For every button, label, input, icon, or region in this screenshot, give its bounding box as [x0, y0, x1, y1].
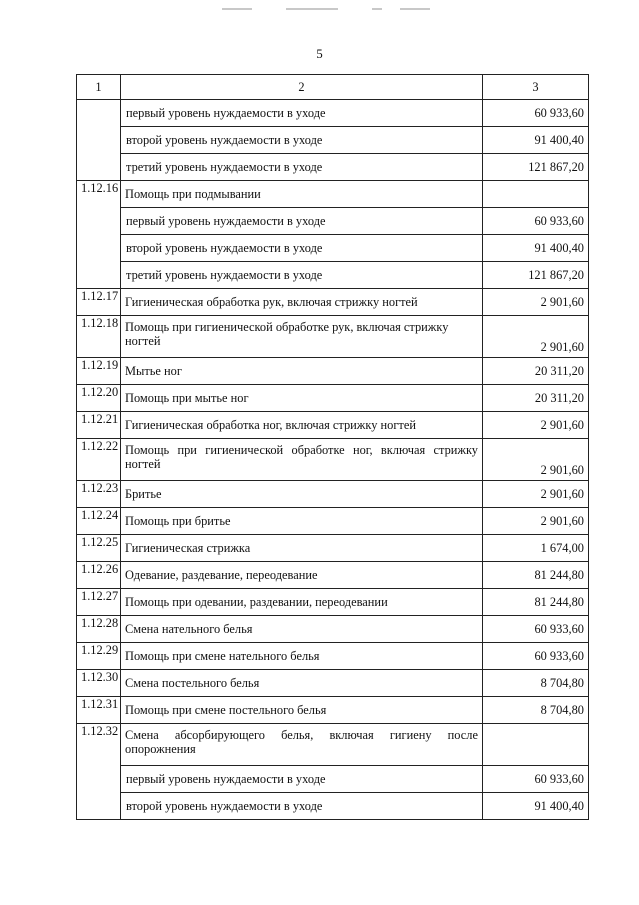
row-amount: 1 674,00 [483, 535, 589, 562]
row-name: Помощь при смене постельного белья [121, 697, 483, 724]
column-header-name: 2 [121, 75, 483, 100]
table-row [77, 127, 589, 154]
table-row [77, 385, 589, 412]
row-amount: 81 244,80 [483, 562, 589, 589]
row-name: второй уровень нуждаемости в уходе [121, 127, 483, 154]
row-name: Помощь при бритье [121, 508, 483, 535]
row-code: 1.12.18 [77, 316, 121, 358]
row-code: 1.12.29 [77, 643, 121, 670]
row-amount: 2 901,60 [483, 508, 589, 535]
row-amount [483, 724, 589, 766]
row-code: 1.12.26 [77, 562, 121, 589]
row-amount [483, 181, 589, 208]
row-name: Помощь при мытье ног [121, 385, 483, 412]
row-name: второй уровень нуждаемости в уходе [121, 793, 483, 820]
row-amount: 2 901,60 [483, 439, 589, 481]
row-code: 1.12.31 [77, 697, 121, 724]
row-amount: 60 933,60 [483, 208, 589, 235]
row-code: 1.12.30 [77, 670, 121, 697]
row-name: Гигиеническая обработка ног, включая стрижку ногтей [121, 412, 483, 439]
row-name: Смена постельного белья [121, 670, 483, 697]
row-amount: 121 867,20 [483, 262, 589, 289]
row-amount: 60 933,60 [483, 616, 589, 643]
row-amount: 2 901,60 [483, 316, 589, 358]
row-name: первый уровень нуждаемости в уходе [121, 100, 483, 127]
row-name: второй уровень нуждаемости в уходе [121, 235, 483, 262]
table-row [77, 616, 589, 643]
row-code [77, 100, 121, 181]
row-amount: 20 311,20 [483, 358, 589, 385]
table-row [77, 589, 589, 616]
row-name: Помощь при смене нательного белья [121, 643, 483, 670]
column-header-amount: 3 [483, 75, 589, 100]
row-amount: 121 867,20 [483, 154, 589, 181]
table-row [77, 643, 589, 670]
row-amount: 91 400,40 [483, 127, 589, 154]
table-row [77, 562, 589, 589]
page-number: 5 [316, 46, 323, 61]
row-amount: 20 311,20 [483, 385, 589, 412]
row-name: Смена нательного белья [121, 616, 483, 643]
row-amount: 81 244,80 [483, 589, 589, 616]
row-name: Смена абсорбирующего белья, включая гигиену после опорожнения [121, 724, 483, 766]
row-code: 1.12.24 [77, 508, 121, 535]
row-name: Помощь при гигиенической обработке рук, включая стрижку ногтей [121, 316, 483, 358]
table-row [77, 793, 589, 820]
table-row [77, 358, 589, 385]
table-row [77, 535, 589, 562]
row-code: 1.12.25 [77, 535, 121, 562]
table-row [77, 181, 589, 208]
table-row [77, 724, 589, 766]
row-amount: 8 704,80 [483, 697, 589, 724]
row-name: Гигиеническая обработка рук, включая стрижку ногтей [121, 289, 483, 316]
table-row [77, 262, 589, 289]
row-name: Помощь при одевании, раздевании, переодевании [121, 589, 483, 616]
row-amount: 91 400,40 [483, 235, 589, 262]
row-amount: 2 901,60 [483, 481, 589, 508]
row-amount: 60 933,60 [483, 766, 589, 793]
row-code: 1.12.22 [77, 439, 121, 481]
table-row [77, 235, 589, 262]
row-name: Одевание, раздевание, переодевание [121, 562, 483, 589]
table-row [77, 697, 589, 724]
row-amount: 60 933,60 [483, 100, 589, 127]
table-row [77, 316, 589, 358]
table-row [77, 154, 589, 181]
table-row [77, 100, 589, 127]
row-name: первый уровень нуждаемости в уходе [121, 766, 483, 793]
row-amount: 91 400,40 [483, 793, 589, 820]
row-amount: 2 901,60 [483, 289, 589, 316]
row-name: Гигиеническая стрижка [121, 535, 483, 562]
row-name: Мытье ног [121, 358, 483, 385]
row-name: Помощь при гигиенической обработке ног, включая стрижку ногтей [121, 439, 483, 481]
row-code: 1.12.27 [77, 589, 121, 616]
scan-artifact [222, 8, 432, 11]
row-name: Помощь при подмывании [121, 181, 483, 208]
row-code: 1.12.19 [77, 358, 121, 385]
table-row [77, 481, 589, 508]
table-row [77, 289, 589, 316]
row-code: 1.12.28 [77, 616, 121, 643]
row-code: 1.12.21 [77, 412, 121, 439]
table-row [77, 412, 589, 439]
row-code: 1.12.32 [77, 724, 121, 820]
row-code: 1.12.23 [77, 481, 121, 508]
row-name: первый уровень нуждаемости в уходе [121, 208, 483, 235]
table-row [77, 766, 589, 793]
row-name: третий уровень нуждаемости в уходе [121, 262, 483, 289]
row-name: Бритье [121, 481, 483, 508]
row-code: 1.12.20 [77, 385, 121, 412]
column-header-code: 1 [77, 75, 121, 100]
table-row [77, 670, 589, 697]
row-amount: 60 933,60 [483, 643, 589, 670]
row-name: третий уровень нуждаемости в уходе [121, 154, 483, 181]
row-code: 1.12.17 [77, 289, 121, 316]
row-code: 1.12.16 [77, 181, 121, 289]
row-amount: 8 704,80 [483, 670, 589, 697]
table-header-row [77, 75, 589, 100]
table-row [77, 508, 589, 535]
table-row [77, 439, 589, 481]
table-row [77, 208, 589, 235]
row-amount: 2 901,60 [483, 412, 589, 439]
tariff-table [76, 74, 589, 820]
